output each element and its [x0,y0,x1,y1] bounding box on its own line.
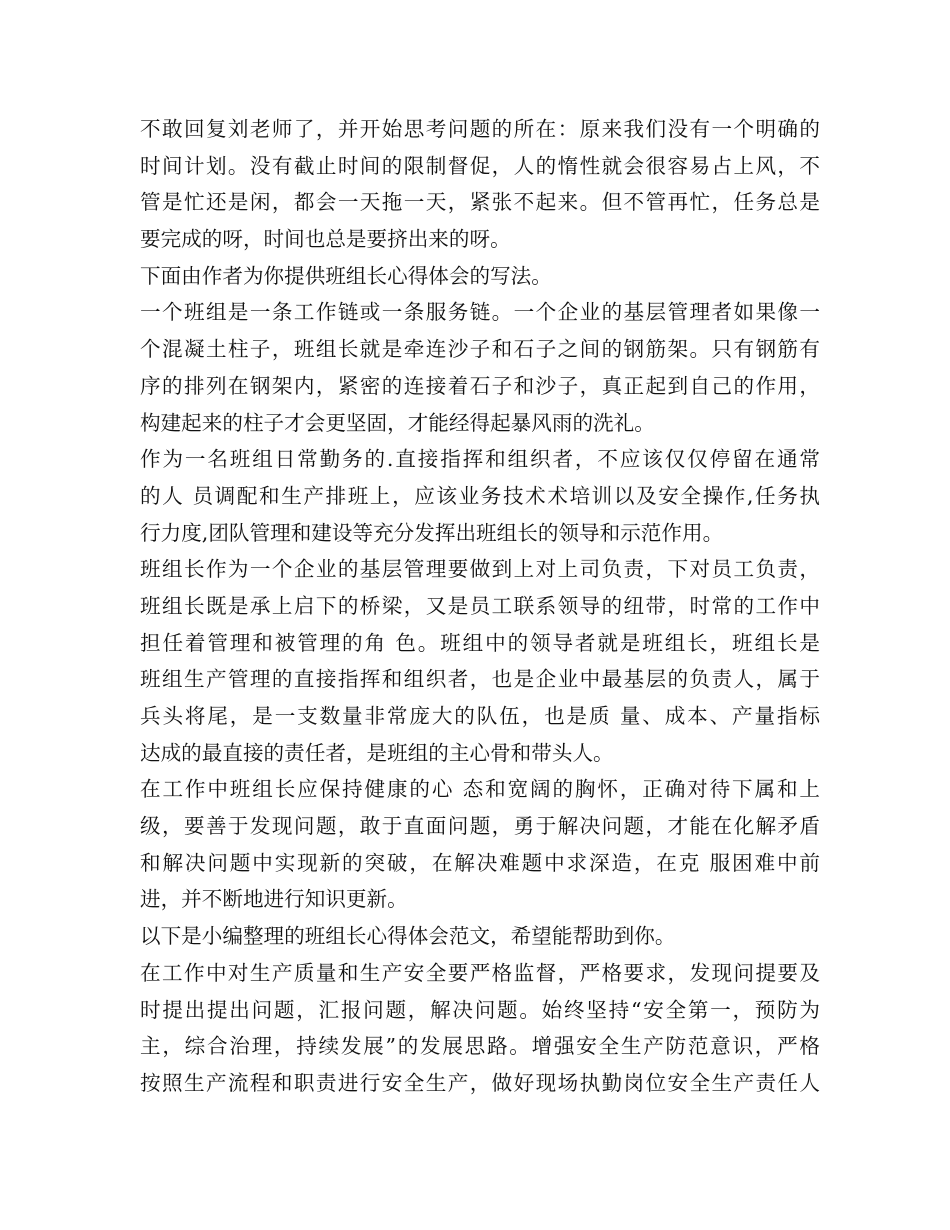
text-line: 进，并不断地进行知识更新。 [140,887,408,912]
text-line: 班组长既是承上启下的桥梁，又是员工联系领导的纽带，时常的工作中 [140,593,820,618]
text-line: 不敢回复刘老师了，并开始思考问题的所在：原来我们没有一个明确的 [140,117,820,141]
text-line: 担任着管理和被管理的角 色。班组中的领导者就是班组长，班组长是 [140,630,820,655]
text-line: 时提出提出问题，汇报问题，解决问题。始终坚持“安全第一，预防为 [140,997,820,1022]
text-line: 班组生产管理的直接指挥和组织者，也是企业中最基层的负责人，属于 [140,667,820,692]
text-line: 序的排列在钢架内，紧密的连接着石子和沙子，真正起到自己的作用， [140,373,820,398]
text-line: 主，综合治理，持续发展”的发展思路。增强安全生产防范意识，严格 [140,1034,820,1059]
text-line: 达成的最直接的责任者，是班组的主心骨和带头人。 [140,740,614,765]
text-line: 下面由作者为你提供班组长心得体会的写法。 [140,263,552,288]
text-line: 级，要善于发现问题，敢于直面问题，勇于解决问题，才能在化解矛盾 [140,814,820,839]
text-line: 时间计划。没有截止时间的限制督促，人的惰性就会很容易占上风，不 [140,153,820,178]
text-line: 一个班组是一条工作链或一条服务链。一个企业的基层管理者如果像一 [140,300,820,325]
text-line: 的人 员调配和生产排班上，应该业务技术术培训以及安全操作,任务执 [140,483,820,508]
text-line: 按照生产流程和职责进行安全生产，做好现场执勤岗位安全生产责任人 [140,1070,820,1095]
text-line: 兵头将尾，是一支数量非常庞大的队伍，也是质 量、成本、产量指标 [140,704,820,728]
text-line: 在工作中班组长应保持健康的心 态和宽阔的胸怀，正确对待下属和上 [140,777,820,802]
text-line: 构建起来的柱子才会更坚固，才能经得起暴风雨的洗礼。 [140,410,655,435]
text-line: 班组长作为一个企业的基层管理要做到上对上司负责，下对员工负责， [140,557,820,582]
text-line: 要完成的呀，时间也总是要挤出来的呀。 [140,227,511,252]
text-line: 管是忙还是闲，都会一天拖一天，紧张不起来。但不管再忙，任务总是 [140,190,820,215]
document-body [140,111,820,1102]
text-line: 以下是小编整理的班组长心得体会范文，希望能帮助到你。 [140,924,676,949]
text-line: 作为一名班组日常勤务的.直接指挥和组织者，不应该仅仅停留在通常 [140,447,820,472]
text-line: 行力度,团队管理和建设等充分发挥出班组长的领导和示范作用。 [140,520,724,545]
text-line: 个混凝土柱子，班组长就是牵连沙子和石子之间的钢筋架。只有钢筋有 [140,337,820,362]
text-line: 在工作中对生产质量和生产安全要严格监督，严格要求，发现问提要及 [140,960,820,985]
text-line: 和解决问题中实现新的突破，在解决难题中求深造，在克 服困难中前 [140,850,820,875]
